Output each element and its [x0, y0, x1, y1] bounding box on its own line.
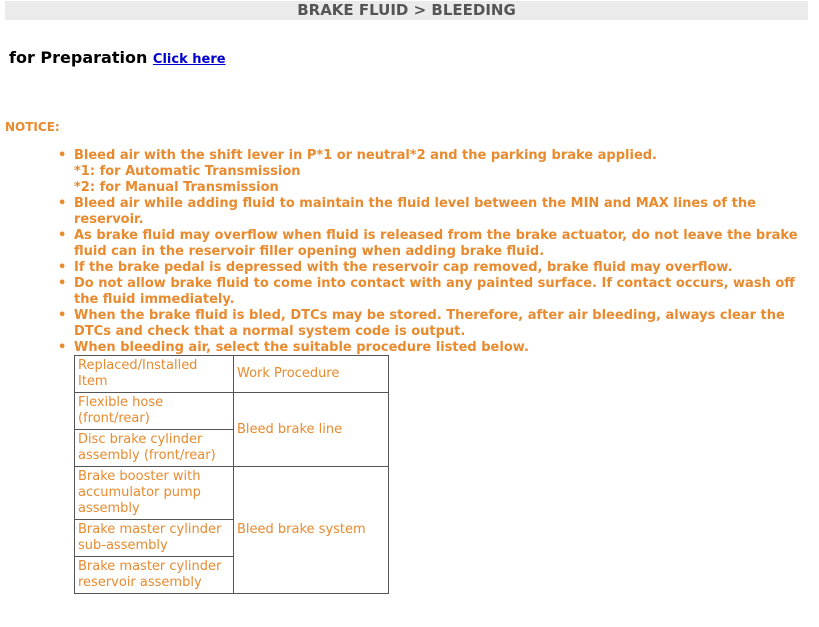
notice-item — [58, 340, 808, 356]
bullet-icon: • — [58, 308, 67, 323]
table-cell-item: Flexible hose (front/rear) — [75, 393, 234, 430]
notice-item-text: Do not allow brake fluid to come into contact with any painted surface. If contact occurs, wash off the fluid immediately. — [74, 276, 795, 307]
notice-item — [58, 308, 808, 340]
table-cell-item: Disc brake cylinder assembly (front/rear) — [75, 430, 234, 467]
table-cell-item: Brake booster with accumulator pump assembly — [75, 467, 234, 520]
notice-item — [58, 276, 808, 308]
notice-item-text: If the brake pedal is depressed with the reservoir cap removed, brake fluid may overflow. — [74, 260, 733, 275]
bullet-icon: • — [58, 260, 67, 275]
notice-item — [58, 260, 808, 276]
table-row — [75, 467, 389, 520]
bullet-icon: • — [58, 276, 67, 291]
preparation-label: for Preparation — [9, 48, 148, 67]
bullet-icon: • — [58, 340, 67, 355]
preparation-link[interactable]: Click here — [152, 52, 226, 67]
notice-item-text: Bleed air with the shift lever in P*1 or neutral*2 and the parking brake applied. — [74, 148, 658, 163]
notice-item — [58, 196, 808, 228]
preparation-line — [9, 48, 226, 67]
table-row — [75, 393, 389, 430]
bullet-icon: • — [58, 196, 67, 211]
table-cell-procedure: Bleed brake system — [234, 467, 389, 594]
notice-subitem: *1: for Automatic Transmission — [74, 164, 301, 179]
notice-list — [58, 148, 808, 356]
table-cell-item: Brake master cylinder sub-assembly — [75, 520, 234, 557]
notice-label: NOTICE: — [5, 120, 60, 134]
table-header-cell: Replaced/Installed Item — [75, 356, 234, 393]
procedure-table — [74, 355, 389, 594]
table-cell-item: Brake master cylinder reservoir assembly — [75, 557, 234, 594]
bullet-icon: • — [58, 148, 67, 163]
bullet-icon: • — [58, 228, 67, 243]
notice-item-text: When bleeding air, select the suitable procedure listed below. — [74, 340, 529, 355]
notice-subitem: *2: for Manual Transmission — [74, 180, 279, 195]
page-title: BRAKE FLUID > BLEEDING — [5, 1, 808, 20]
notice-item-text: As brake fluid may overflow when fluid is released from the brake actuator, do not leave the brake fluid can in the reservoir filler opening when adding brake fluid. — [74, 228, 798, 259]
table-cell-procedure: Bleed brake line — [234, 393, 389, 467]
notice-item — [58, 228, 808, 260]
table-header-cell: Work Procedure — [234, 356, 389, 393]
notice-item-text: When the brake fluid is bled, DTCs may be stored. Therefore, after air bleeding, always clear the DTCs and check that a normal system code is output. — [74, 308, 785, 339]
notice-item-text: Bleed air while adding fluid to maintain the fluid level between the MIN and MAX lines of the reservoir. — [74, 196, 756, 227]
notice-item — [58, 148, 808, 196]
table-header-row — [75, 356, 389, 393]
